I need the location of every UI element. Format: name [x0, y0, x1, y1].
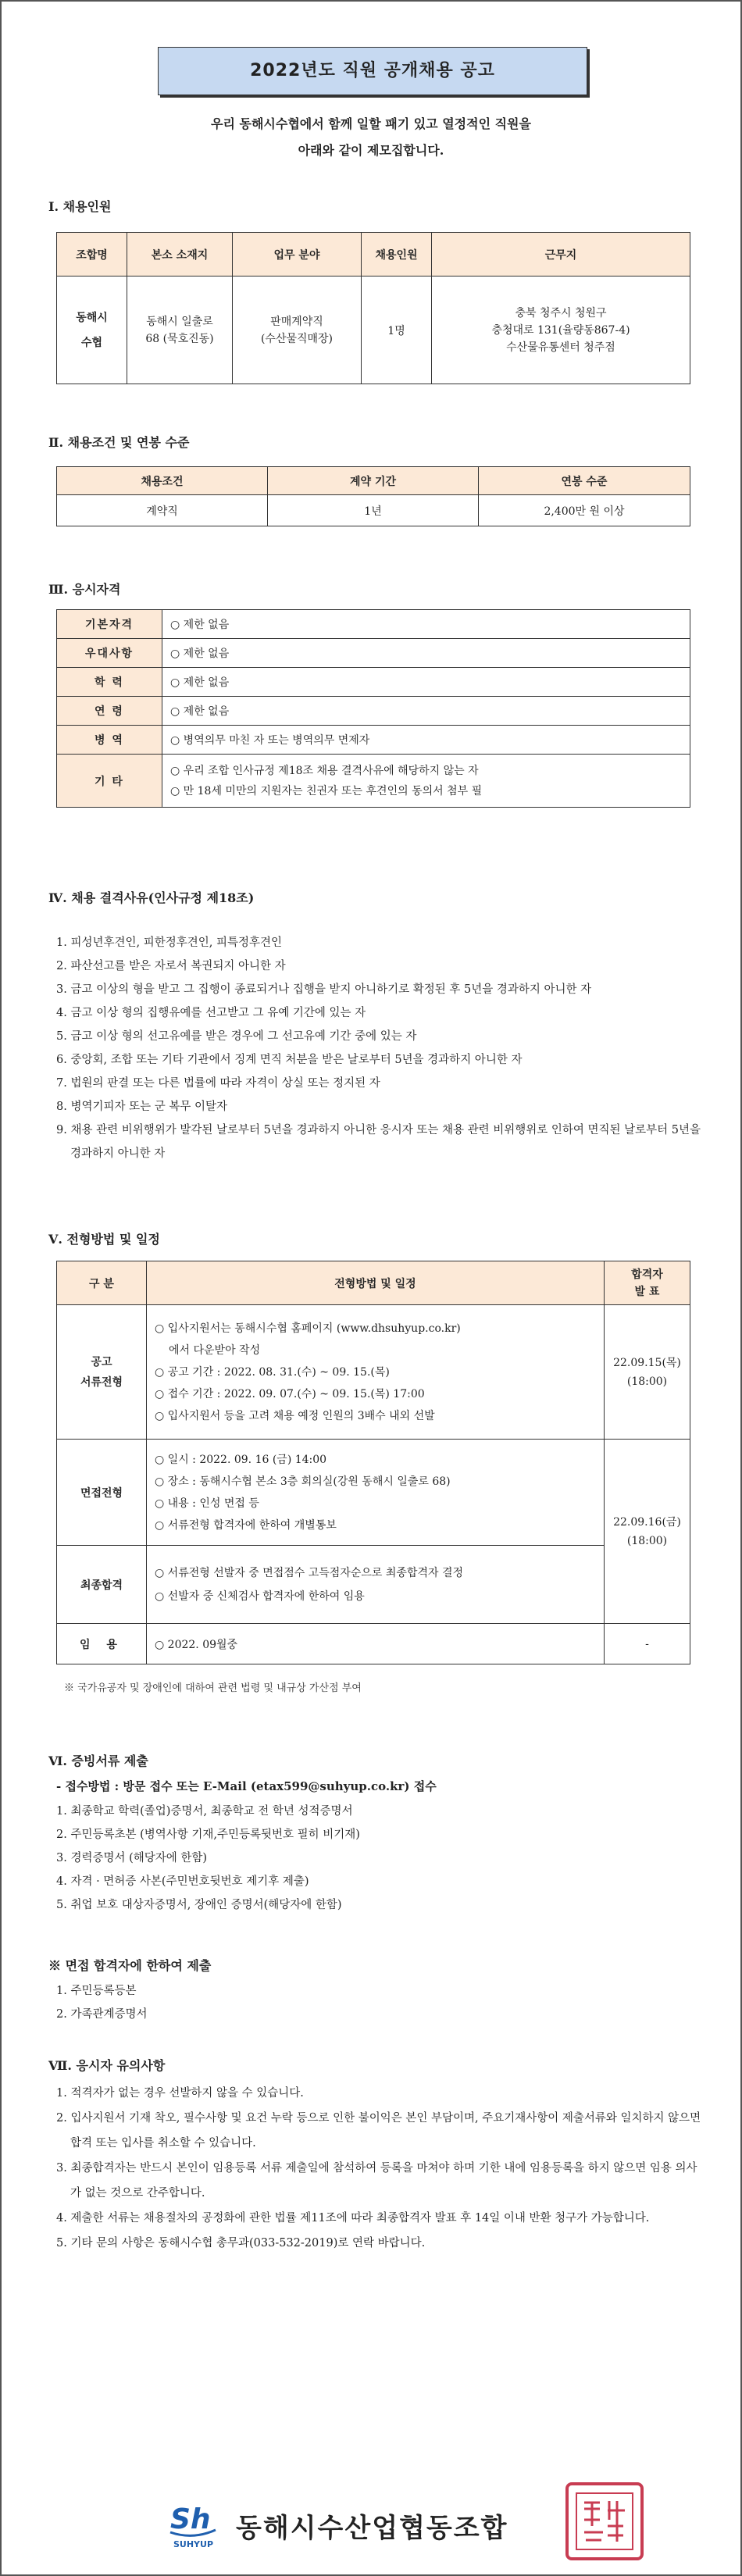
conditions-table	[56, 466, 690, 526]
cell-docs-announce: 22.09.15(목) (18:00)	[605, 1305, 690, 1440]
qual-label: 기본자격	[57, 610, 162, 639]
th-count: 채용인원	[362, 233, 432, 277]
submission-method: - 접수방법 : 방문 접수 또는 E-Mail (etax599@suhyup.co.kr) 접수	[56, 1779, 437, 1793]
list-item: 2. 파산선고를 받은 자로서 복권되지 아니한 자	[56, 960, 286, 972]
list-item: 1. 주민등록등본	[56, 1985, 137, 1997]
cell-location: 동해시 일출로 68 (묵호진동)	[127, 277, 233, 384]
qual-value: ○ 병역의무 마친 자 또는 병역의무 면제자	[162, 726, 690, 755]
svg-text:SUHYUP: SUHYUP	[173, 2539, 214, 2549]
cell-interview-label: 면접전형	[57, 1440, 147, 1546]
list-item: 6. 중앙회, 조합 또는 기타 기관에서 징계 면직 처분을 받은 날로부터 5년을 경과하지 아니한 자	[56, 1054, 523, 1066]
schedule-row-interview	[57, 1440, 690, 1546]
section-2-heading: Ⅱ. 채용조건 및 연봉 수준	[48, 435, 190, 450]
brand-name: 동해시수산업협동조합	[236, 2513, 508, 2544]
documents-list	[56, 1800, 705, 1917]
th-work: 근무지	[432, 233, 690, 277]
th-announce: 합격자 발 표	[605, 1261, 690, 1305]
th-salary: 연봉 수준	[479, 467, 690, 495]
cell-salary: 2,400만 원 이상	[479, 495, 690, 526]
section-5-heading: Ⅴ. 전형방법 및 일정	[48, 1232, 160, 1247]
official-seal-icon	[565, 2482, 644, 2560]
intro-line-2: 아래와 같이 제모집합니다.	[298, 143, 444, 158]
cell-appoint-label: 임 용	[57, 1624, 147, 1664]
qual-value: ○ 제한 없음	[162, 668, 690, 697]
list-item: 1. 최종학교 학력(졸업)증명서, 최종학교 전 학년 성적증명서	[56, 1805, 353, 1818]
qual-row	[57, 726, 690, 755]
cell-final-label: 최종합격	[57, 1546, 147, 1624]
schedule-header-row	[57, 1261, 690, 1305]
qual-label: 병 역	[57, 726, 162, 755]
list-item: 3. 경력증명서 (해당자에 한함)	[56, 1852, 208, 1864]
list-item: 4. 제출한 서류는 채용절차의 공정화에 관한 법률 제11조에 따라 최종합격자 발표 후 14일 이내 반환 청구가 가능합니다.	[56, 2212, 650, 2225]
qual-value: ○ 제한 없음	[162, 639, 690, 668]
conditions-header-row	[57, 467, 690, 495]
qualification-table	[56, 609, 690, 808]
qual-label: 연 령	[57, 697, 162, 726]
qual-label: 우대사항	[57, 639, 162, 668]
section-1-heading: Ⅰ. 채용인원	[48, 199, 112, 214]
footer	[2, 2478, 740, 2571]
cell-docs-label: 공고 서류전형	[57, 1305, 147, 1440]
conditions-row	[57, 495, 690, 526]
intro-line-1: 우리 동해시수협에서 함께 일할 패기 있고 열정적인 직원을	[211, 116, 531, 131]
recruit-table	[56, 232, 690, 384]
schedule-row-final	[57, 1546, 690, 1624]
qual-value: ○ 제한 없음	[162, 610, 690, 639]
qual-label: 기 타	[57, 755, 162, 808]
schedule-table	[56, 1261, 690, 1664]
section-3-heading: Ⅲ. 응시자격	[48, 582, 121, 597]
qual-row	[57, 668, 690, 697]
qual-value: ○ 제한 없음	[162, 697, 690, 726]
cell-appoint-announce: -	[605, 1624, 690, 1664]
list-item: 8. 병역기피자 또는 군 복무 이탈자	[56, 1101, 227, 1113]
applicant-notes-list	[56, 2081, 705, 2256]
list-item: 4. 자격 · 면허증 사본(주민번호뒷번호 제기후 제출)	[56, 1875, 309, 1888]
list-item: 4. 금고 이상 형의 집행유예를 선고받고 그 유예 기간에 있는 자	[56, 1007, 366, 1019]
list-item: 7. 법원의 판결 또는 다른 법률에 따라 자격이 상실 또는 정지된 자	[56, 1077, 380, 1090]
recruit-row	[57, 277, 690, 384]
cell-final-detail: ○ 서류전형 선발자 중 면접점수 고득점자순으로 최종합격자 결정 ○ 선발자 중 신체검사 합격자에 한하여 임용	[147, 1546, 605, 1624]
qual-row	[57, 639, 690, 668]
section-4-heading: Ⅳ. 채용 결격사유(인사규정 제18조)	[48, 890, 255, 905]
merit-note: ※ 국가유공자 및 장애인에 대하여 관련 법령 및 내규상 가산점 부여	[64, 1682, 362, 1694]
th-location: 본소 소재지	[127, 233, 233, 277]
list-item: 5. 금고 이상 형의 선고유예를 받은 경우에 그 선고유예 기간 중에 있는 자	[56, 1030, 417, 1043]
list-item: 2. 주민등록초본 (병역사항 기재,주민등록뒷번호 필히 비기재)	[56, 1829, 360, 1841]
recruit-header-row	[57, 233, 690, 277]
th-category: 구 분	[57, 1261, 147, 1305]
th-method: 전형방법 및 일정	[147, 1261, 605, 1305]
schedule-row-appoint	[57, 1624, 690, 1664]
cell-docs-detail: ○ 입사지원서는 동해시수협 홈페이지 (www.dhsuhyup.co.kr) 에서 다운받아 작성 ○ 공고 기간 : 2022. 08. 31.(수) ~ 09. 15.(목) ○ 접수 기간 : 2022. 09. 07.(수) ~ 09. 15.(목) 17:00 ○ 입사지원서 등을 고려 채용 예정 인원의 3배수 내외 선발	[147, 1305, 605, 1440]
cell-appoint-detail: ○ 2022. 09월중	[147, 1624, 605, 1664]
cell-period: 1년	[268, 495, 479, 526]
list-item: 2. 입사지원서 기재 착오, 필수사항 및 요건 누락 등으로 인한 불이익은 본인 부담이며, 주요기재사항이 제출서류와 일치하지 않으면 합격 또는 입사를 취소할 수 있습니다.	[56, 2112, 701, 2150]
th-condition: 채용조건	[57, 467, 268, 495]
qual-row	[57, 610, 690, 639]
cell-interview-detail: ○ 일시 : 2022. 09. 16 (금) 14:00 ○ 장소 : 동해시수협 본소 3층 회의실(강원 동해시 일출로 68) ○ 내용 : 인성 면접 등 ○ 서류전형 합격자에 한하여 개별통보	[147, 1440, 605, 1546]
cell-org: 동해시 수협	[57, 277, 127, 384]
cell-work: 충북 청주시 청원구 충청대로 131(율량동867-4) 수산물유통센터 청주점	[432, 277, 690, 384]
qual-row	[57, 697, 690, 726]
list-item: 5. 취업 보호 대상자증명서, 장애인 증명서(해당자에 한함)	[56, 1899, 342, 1911]
cell-field: 판매계약직 (수산물직매장)	[233, 277, 362, 384]
cell-interview-announce: 22.09.16(금) (18:00)	[605, 1440, 690, 1624]
list-item: 9. 채용 관련 비위행위가 발각된 날로부터 5년을 경과하지 아니한 응시자 또는 채용 관련 비위행위로 인하여 면직된 날로부터 5년을 경과하지 아니한 자	[56, 1124, 701, 1160]
list-item: 3. 최종합격자는 반드시 본인이 임용등록 서류 제출일에 참석하여 등록을 마쳐야 하며 기한 내에 임용등록을 하지 않으면 임용 의사가 없는 것으로 간주합니다.	[56, 2162, 697, 2200]
list-item: 3. 금고 이상의 형을 받고 그 집행이 종료되거나 집행을 받지 아니하기로 확정된 후 5년을 경과하지 아니한 자	[56, 983, 592, 996]
page-title: 2022년도 직원 공개채용 공고	[158, 47, 587, 95]
list-item: 1. 피성년후견인, 피한정후견인, 피특정후견인	[56, 937, 283, 949]
section-interview-docs-heading: ※ 면접 합격자에 한하여 제출	[48, 1958, 212, 1973]
schedule-row-docs	[57, 1305, 690, 1440]
th-field: 업무 분야	[233, 233, 362, 277]
th-period: 계약 기간	[268, 467, 479, 495]
list-item: 1. 적격자가 없는 경우 선발하지 않을 수 있습니다.	[56, 2087, 304, 2100]
th-org: 조합명	[57, 233, 127, 277]
cell-condition: 계약직	[57, 495, 268, 526]
section-6-heading: Ⅵ. 증빙서류 제출	[48, 1754, 148, 1768]
qual-row-etc	[57, 755, 690, 808]
suhyup-logo-icon	[166, 2497, 220, 2555]
list-item: 5. 기타 문의 사항은 동해시수협 총무과(033-532-2019)로 연락 바랍니다.	[56, 2237, 426, 2250]
cell-count: 1명	[362, 277, 432, 384]
disqualification-list	[56, 931, 705, 1165]
section-7-heading: Ⅶ. 응시자 유의사항	[48, 2058, 166, 2073]
qual-value-etc: ○ 우리 조합 인사규정 제18조 채용 결격사유에 해당하지 않는 자 ○ 만 18세 미만의 지원자는 친권자 또는 후견인의 동의서 첨부 필	[162, 755, 690, 808]
list-item: 2. 가족관계증명서	[56, 2008, 148, 2021]
qual-label: 학 력	[57, 668, 162, 697]
svg-text:Sh: Sh	[170, 2503, 211, 2535]
interview-docs-list	[56, 1979, 705, 2026]
